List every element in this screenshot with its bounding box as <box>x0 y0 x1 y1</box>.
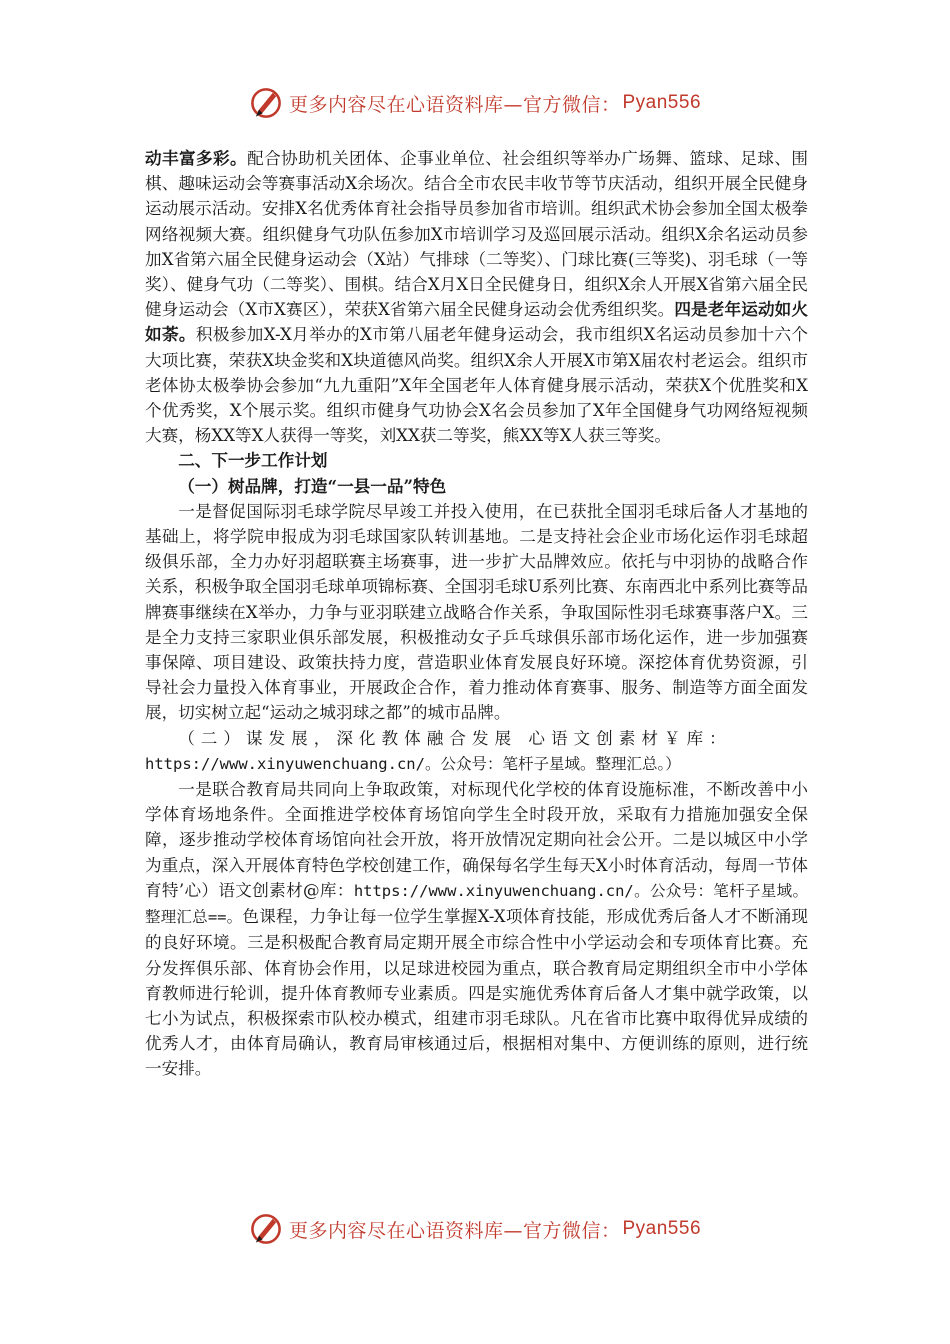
pen-logo-icon <box>249 1212 283 1246</box>
subsection-heading: （一）树品牌，打造“一县一品”特色 <box>178 475 447 496</box>
paragraph-text: 积极参加X-X月举办的X市第八届老年健身运动会，我市组织X名运动员参加十六个大项比赛，荣获X块金奖和X块道德风尚奖。组织X余人开展X市第X届农村老运会。组织市老体协太极拳协会参加“九九重阳”X年全国老年人体育健身展示活动，荣获X个优胜奖和X个优秀奖，X个展示奖。组织市健身气功协会X名会员参加了X年全国健身气功网络短视频大赛，杨XX等X人获得一等奖，刘XX获二等奖，熊XX等X人获三等奖。 <box>145 325 808 446</box>
website-url-text: https://www.xinyuwenchuang.cn/。公众号：笔杆子星域。整理汇总==。 <box>145 881 808 927</box>
lead-sentence: 四是老年运动如火如荼。 <box>145 299 809 345</box>
banner-text: 更多内容尽在心语资料库—官方微信： <box>288 93 621 116</box>
header-watermark-banner <box>0 86 950 120</box>
paragraph-text: 配合协助机关团体、企事业单位、社会组织等举办广场舞、篮球、足球、围棋、趣味运动会等赛事活动X余场次。结合全市农民丰收节等节庆活动，组织开展全民健身运动展示活动。安排X名优秀体育社会指导员参加省市培训。组织武术协会参加全国太极拳网络视频大赛。组织健身气功队伍参加X市培训学习及巡回展示活动。组织X余名运动员参加X省第六届全民健身运动会（X站）气排球（二等奖）、门球比赛(三等奖)、羽毛球（一等奖）、健身气功（二等奖）、围棋。结合X月X日全民健身日，组织X余人开展X省第六届全民健身运动会（X市X赛区），荣获X省第六届全民健身运动会优秀组织奖。 <box>145 149 809 320</box>
banner-wechat-id: Pyan556 <box>622 1218 702 1239</box>
paragraph-education <box>145 777 808 1081</box>
section-heading: 二、下一步工作计划 <box>178 450 328 471</box>
paragraph-activities <box>145 146 808 448</box>
paragraph-text: 一是联合教育局共同向上争取政策，对标现代化学校的体育设施标准，不断改善中小学体育场地条件。全面推进学校体育场馆向学生全时段开放，采取有力措施加强安全保障，逐步推动学校体育场馆向社会开放，将开放情况定期向社会公开。二是以城区中小学为重点，深入开展体育特色学校创建工作，确保每名学生每天X小时体育活动，每周一节体育特’心）语文创素材@库： <box>145 780 808 900</box>
banner-wechat-id: Pyan556 <box>622 92 702 113</box>
pen-logo-icon <box>249 86 283 120</box>
paragraph-text: 色课程，力争让每一位学生掌握X-X项体育技能，形成优秀后备人才不断涌现的良好环境。三是积极配合教育局定期开展全市综合性中小学运动会和专项体育比赛。充分发挥俱乐部、体育协会作用，以足球进校园为重点，联合教育局定期组织全市中小学体育教师进行轮训，提升体育教师专业素质。四是实施优秀体育后备人才集中就学政策，以七小为试点，积极探索市队校办模式，组建市羽毛球队。凡在省市比赛中取得优异成绩的优秀人才，由体育局确认，教育局审核通过后，根据相对集中、方便训练的原则，进行统一安排。 <box>145 907 808 1079</box>
lead-sentence: 动丰富多彩。 <box>145 148 248 168</box>
banner-text: 更多内容尽在心语资料库—官方微信： <box>288 1219 621 1242</box>
website-url-text: https://www.xinyuwenchuang.cn/。公众号：笔杆子星域。整理汇总。） <box>145 754 681 773</box>
url-line <box>145 751 808 777</box>
document-body <box>145 146 808 1082</box>
footer-watermark-banner <box>0 1212 950 1246</box>
subsection-heading: （二）谋发展，深化教体融合发展 心语文创素材￥库： <box>178 728 732 748</box>
paragraph-brand: 一是督促国际羽毛球学院尽早竣工并投入使用，在已获批全国羽毛球后备人才基地的基础上，将学院申报成为羽毛球国家队转训基地。二是支持社会企业市场化运作羽毛球超级俱乐部，全力办好羽超联赛主场赛事，进一步扩大品牌效应。依托与中羽协的战略合作关系，积极争取全国羽毛球单项锦标赛、全国羽毛球U系列比赛、东南西北中系列比赛等品牌赛事继续在X举办，力争与亚羽联建立战略合作关系，争取国际性羽毛球赛事落户X。三是全力支持三家职业俱乐部发展，积极推动女子乒乓球俱乐部市场化运作，进一步加强赛事保障、项目建设、政策扶持力度，营造职业体育发展良好环境。深挖体育优势资源，引导社会力量投入体育事业，开展政企合作，着力推动体育赛事、服务、制造等方面全面发展，切实树立起“运动之城羽球之都”的城市品牌。 <box>145 501 808 723</box>
